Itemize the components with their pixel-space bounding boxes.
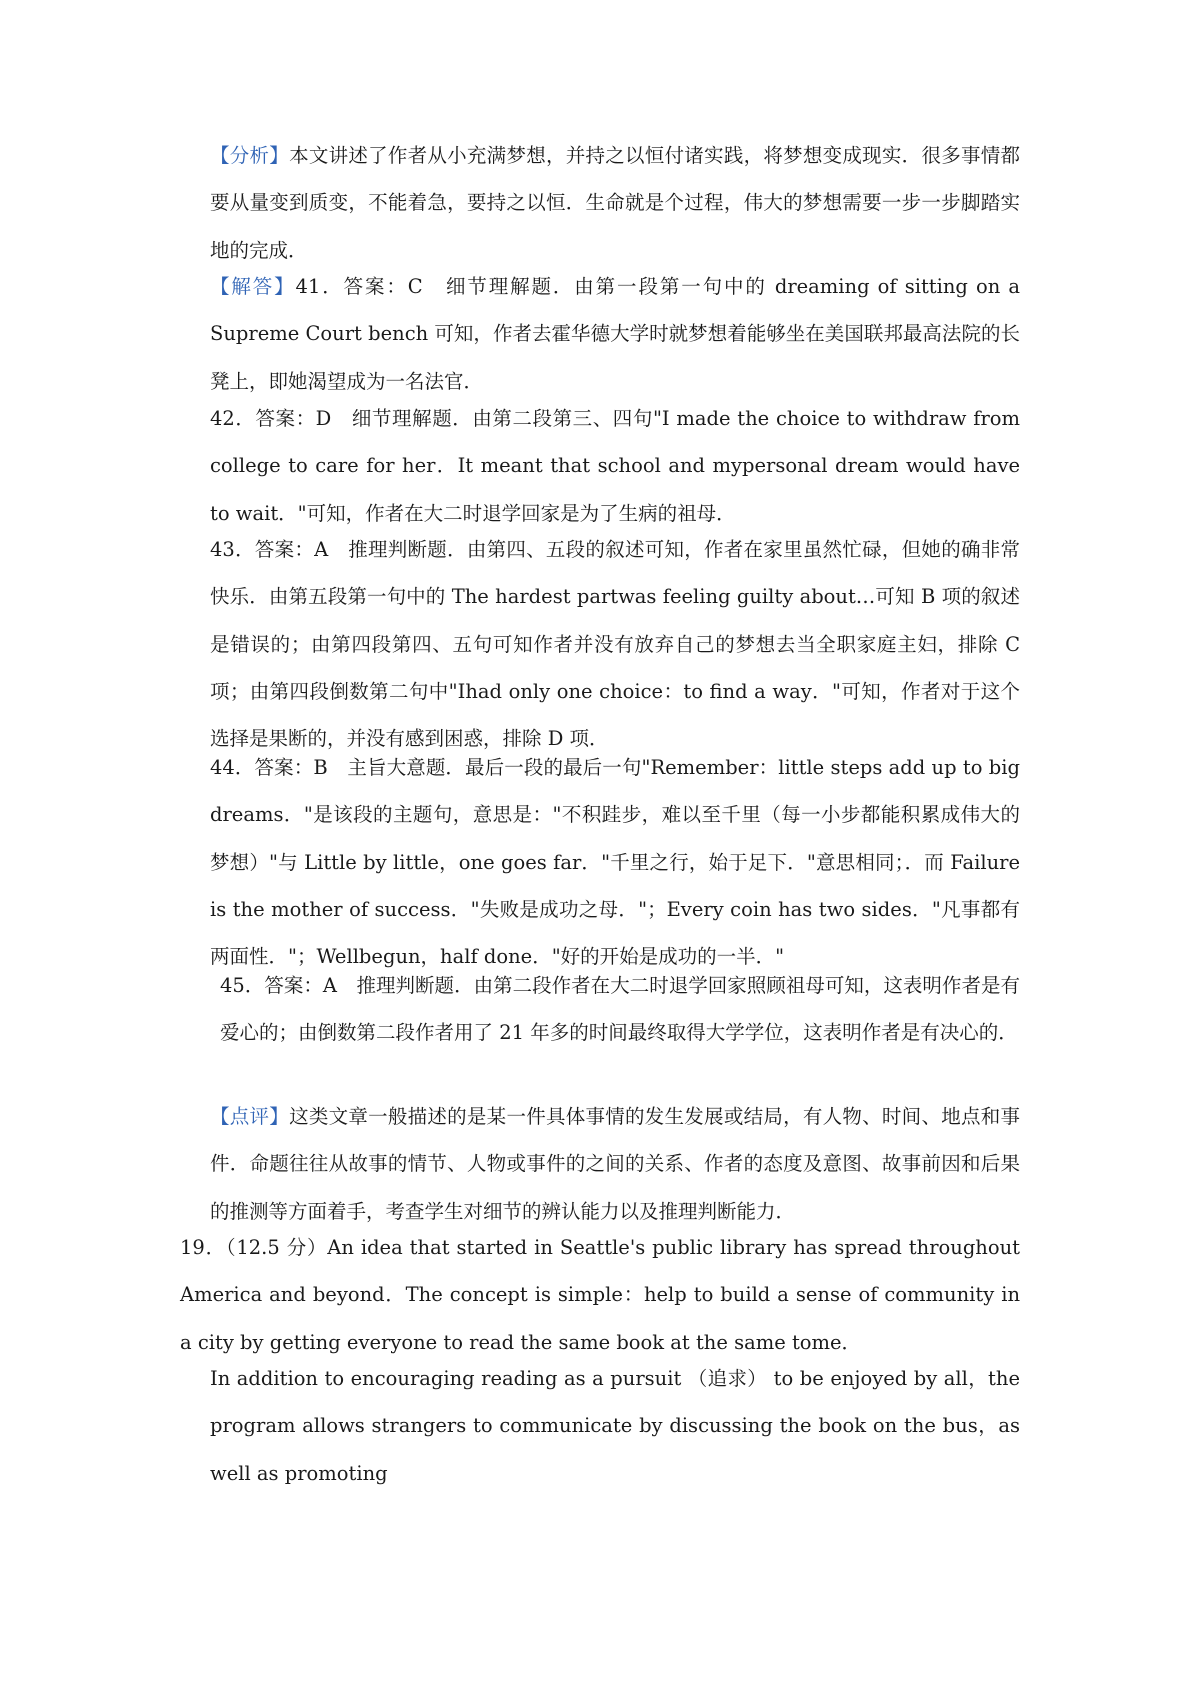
- comment-tag: 【点评】: [210, 1105, 290, 1128]
- answer-42-text: 42．答案：D 细节理解题．由第二段第三、四句"I made the choice to withdraw from college to care for her．It meant that school and mypersonal dream would have to wait．"可知，作者在大二时退学回家是为了生病的祖母．: [210, 407, 1020, 525]
- answer-41-text: 41．答案：C 细节理解题．由第一段第一句中的 dreaming of sitting on a Supreme Court bench 可知，作者去霍华德大学时就梦想着能够坐在美国联邦最高法院的长凳上，即她渴望成为一名法官．: [210, 275, 1020, 393]
- question-19-text: 19．（12.5 分）An idea that started in Seattle's public library has spread throughout America and beyond．The concept is simple：help to build a sense of community in a city by getting everyone to read the same book at the same tome．: [180, 1236, 1020, 1354]
- analysis-paragraph: [210, 132, 1020, 274]
- answer-42-paragraph: [210, 395, 1020, 537]
- answer-44-paragraph: [210, 744, 1020, 980]
- question-19-header: [180, 1224, 1020, 1366]
- answer-41-paragraph: [210, 263, 1020, 405]
- answer-43-text: 43．答案：A 推理判断题．由第四、五段的叙述可知，作者在家里虽然忙碌，但她的确非常快乐．由第五段第一句中的 The hardest partwas feeling guilty about…可知 B 项的叙述是错误的；由第四段第四、五句可知作者并没有放弃自己的梦想去当全职家庭主妇，排除 C 项；由第四段倒数第二句中"Ihad only one choice：to find a way．"可知，作者对于这个选择是果断的，并没有感到困惑，排除 D 项．: [210, 538, 1020, 751]
- answer-44-text: 44．答案：B 主旨大意题．最后一段的最后一句"Remember：little steps add up to big dreams．"是该段的主题句，意思是："不积跬步，难以至千里（每一小步都能积累成伟大的梦想）"与 Little by little，one goes far．"千里之行，始于足下．"意思相同；．而 Failure is the mother of success．"失败是成功之母．"；Every coin has two sides．"凡事都有两面性．"；Wellbegun，half done．"好的开始是成功的一半．": [210, 756, 1020, 969]
- comment-text: 这类文章一般描述的是某一件具体事情的发生发展或结局，有人物、时间、地点和事件．命题往往从故事的情节、人物或事件的之间的关系、作者的态度及意图、故事前因和后果的推测等方面着手，考查学生对细节的辨认能力以及推理判断能力．: [210, 1105, 1020, 1223]
- comment-paragraph: [210, 1093, 1020, 1235]
- question-19-para2-text: In addition to encouraging reading as a pursuit （追求） to be enjoyed by all，the program allows strangers to communicate by discussing the book on the bus，as well as promoting: [210, 1367, 1020, 1485]
- answer-45-paragraph: [220, 962, 1020, 1057]
- question-19-paragraph-2: [210, 1355, 1020, 1497]
- analysis-text: 本文讲述了作者从小充满梦想，并持之以恒付诸实践，将梦想变成现实．很多事情都要从量变到质变，不能着急，要持之以恒．生命就是个过程，伟大的梦想需要一步一步脚踏实地的完成．: [210, 144, 1020, 262]
- analysis-tag: 【分析】: [210, 144, 290, 167]
- answer-45-text: 45．答案：A 推理判断题．由第二段作者在大二时退学回家照顾祖母可知，这表明作者是有爱心的；由倒数第二段作者用了 21 年多的时间最终取得大学学位，这表明作者是有决心的．: [220, 974, 1020, 1045]
- answer-tag: 【解答】: [210, 275, 296, 298]
- answer-43-paragraph: [210, 526, 1020, 762]
